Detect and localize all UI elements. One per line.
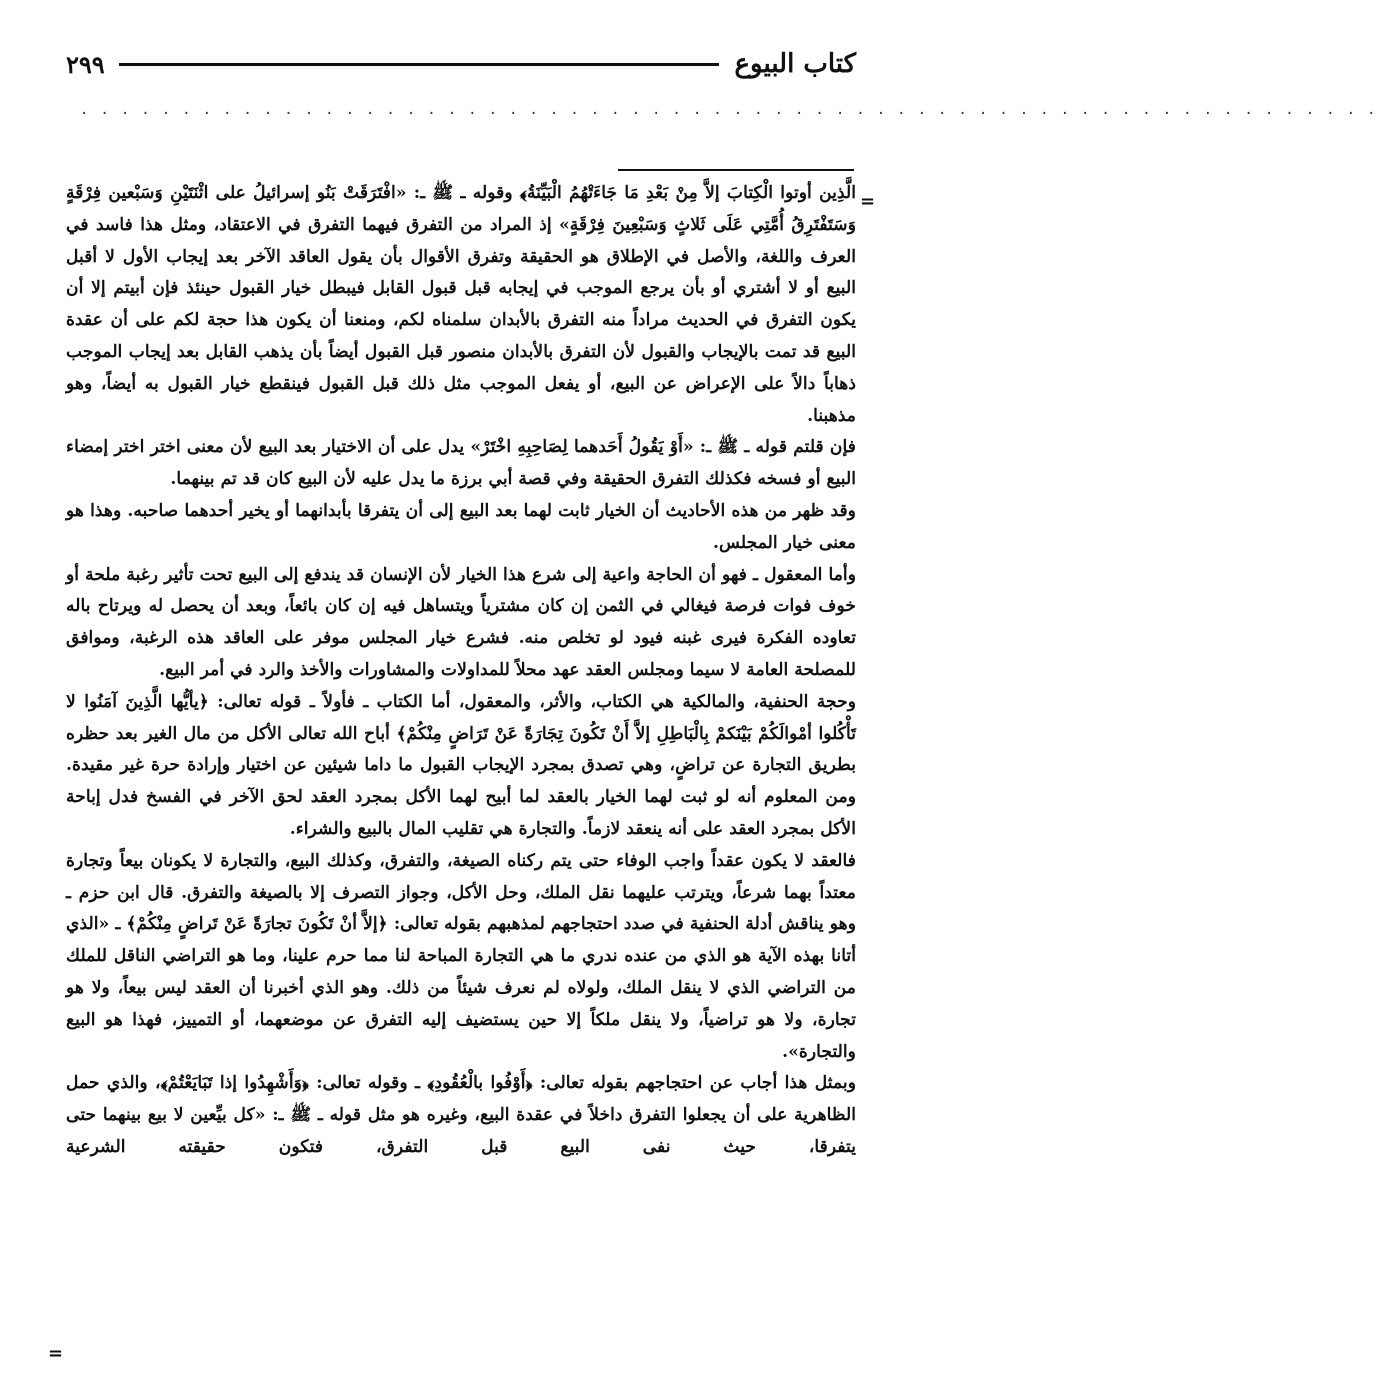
running-header (66, 44, 856, 84)
paragraph-1: الَّذِين أوتوا الْكِتابَ إلاَّ مِنْ بَعْدِ مَا جَاءَتْهُمُ الْبَيِّنَةُ﴾ وقوله ـ ﷺ ـ: «افْتَرَقَتْ بَنُو إسرائيلُ على اثْنَتَيْنِ وَسَبْعين فِرْقَةٍ وَسَتَفْتَرِقُ أُمَّتِي عَلَى ثَلاثٍ وَسَبْعِينَ فِرْقَةٍ» إذ المراد من التفرق فيهما التفرق في الاعتقاد، ومثل هذا فاسد في العرف واللغة، والأصل في الإطلاق هو الحقيقة وتفرق الأقوال بأن يقول العاقد الآخر بعد إيجاب الأول لا أقبل البيع أو لا أشتري أو بأن يرجع الموجب في إيجابه قبل قبول القابل فيبطل خيار القبول حينئذ فإن أبيتم إلا أن يكون التفرق في الحديث مراداً منه التفرق بالأبدان سلمناه لكم، ومنعنا أن يكون هذا حجة لكم على أن عقدة البيع قد تمت بالإيجاب والقبول لأن التفرق بالأبدان منصور قبل القبول أيضاً بأن يذهب القابل بعد إيجاب الموجب ذهاباً دالاً على الإعراض عن البيع، أو يفعل الموجب مثل ذلك قبل القبول فينقطع خيار القبول به أيضاً، وهو مذهبنا. (66, 183, 856, 426)
page-number: ٢٩٩ (66, 49, 105, 79)
footnote-body (66, 178, 856, 1164)
paragraph-5: وحجة الحنفية، والمالكية هي الكتاب، والأثر، والمعقول، أما الكتاب ـ فأولاً ـ قوله تعالى: ﴿يأيُّها الَّذِينَ آمَنُوا لا تَأْكُلوا أمْوالَكُمْ بَيْنَكمْ بِالْبَاطِلِ إلاَّ أَنْ تَكُونَ تِجَارَةً عَنْ تَرَاضٍ مِنْكُمْ﴾ أباح الله تعالى الأكل من مال الغير بعد حظره بطريق التجارة عن تراضٍ، وهي تصدق بمجرد الإيجاب القبول ما داما شيئين عن اختيار وإرادة حرة غير مقيدة. ومن المعلوم أنه لو ثبت لهما الخيار بالعقد لما أبيح لهما الأكل بمجرد العقد لحق الآخر في الفسخ فدل إباحة الأكل بمجرد العقد على أنه ينعقد لازماً. والتجارة هي تقليب المال بالبيع والشراء. (66, 691, 856, 839)
paragraph-6: فالعقد لا يكون عقداً واجب الوفاء حتى يتم ركناه الصيغة، والتفرق، وكذلك البيع، والتجارة لا يكونان بيعاً وتجارة معتداً بهما شرعاً، ويترتب عليهما نقل الملك، وحل الأكل، وجواز التصرف إلا بالصيغة والتفرق. قال ابن حزم ـ وهو يناقش أدلة الحنفية في صدد احتجاجهم لمذهبهم بقوله تعالى: ﴿إلاَّ أنْ تَكُونَ تجارَةً عَنْ تَراضٍ مِنْكُمْ﴾ ـ «الذي أتانا بهذه الآية هو الذي من عنده ندري ما هي التجارة المباحة لنا مما حرم علينا، وما هو التراضي الناقل للملك من التراضي الذي لا ينقل الملك، ولولاه لم نعرف شيئاً من ذلك. وهو الذي أخبرنا أن العقد ليس بيعاً، ولا هو تجارة، ولا هو تراضياً، ولا ينقل ملكاً إلا حين يستضيف إليه التفرق عن موضعهما، أو التمييز، فهذا هو البيع والتجارة». (66, 850, 856, 1062)
header-rule (119, 63, 719, 66)
paragraph-4: وأما المعقول ـ فهو أن الحاجة واعية إلى شرع هذا الخيار لأن الإنسان قد يندفع إلى البيع تحت تأثير رغبة ملحة أو خوف فوات فرصة فيغالي في الثمن إن كان مشترياً ويتساهل فيه إن كان بائعاً، وبعد أن يحصل له ويرتاح باله تعاوده الفكرة فيرى غبنه فيود لو تخلص منه. فشرع خيار المجلس موفر على العاقد هذه الرغبة، وموافق للمصلحة العامة لا سيما ومجلس العقد عهد محلاً للمداولات والمشاورات والأخذ والرد في أمر البيع. (66, 564, 856, 680)
continuation-marker-end: = (48, 1343, 64, 1364)
paragraph-2: فإن قلتم قوله ـ ﷺ ـ: «أَوْ يَقُولُ أَحَدهما لِصَاحِبِهِ اخْتَرْ» يدل على أن الاختيار بعد البيع لأن معنى اختر اختر إمضاء البيع أو فسخه فكذلك التفرق الحقيقة وفي قصة أبي برزة ما يدل عليه لأن البيع كان قد تم بينهما. (66, 437, 856, 490)
dotted-separator: ................................................................ (80, 102, 1387, 118)
footnote-rule (618, 169, 854, 171)
paragraph-3: وقد ظهر من هذه الأحاديث أن الخيار ثابت لهما بعد البيع إلى أن يتفرقا بأبدانهما أو يخير أحدهما صاحبه. وهذا هو معنى خيار المجلس. (66, 500, 856, 553)
continuation-marker-start: = (860, 191, 876, 212)
book-title: كتاب البيوع (734, 49, 856, 79)
paragraph-7: وبمثل هذا أجاب عن احتجاجهم بقوله تعالى: ﴿أَوْفُوا بالْعُقُودِ﴾ ـ وقوله تعالى: ﴿وَأَشْهِدُوا إذا تَبَايَعْتُمْ﴾، والذي حمل الظاهرية على أن يجعلوا التفرق داخلاً في عقدة البيع، وغيره هو مثل قوله ـ ﷺ ـ: «كل بيِّعين لا بيع بينهما حتى يتفرقا، حيث نفى البيع قبل التفرق، فتكون حقيقته الشرعية (66, 1073, 856, 1157)
